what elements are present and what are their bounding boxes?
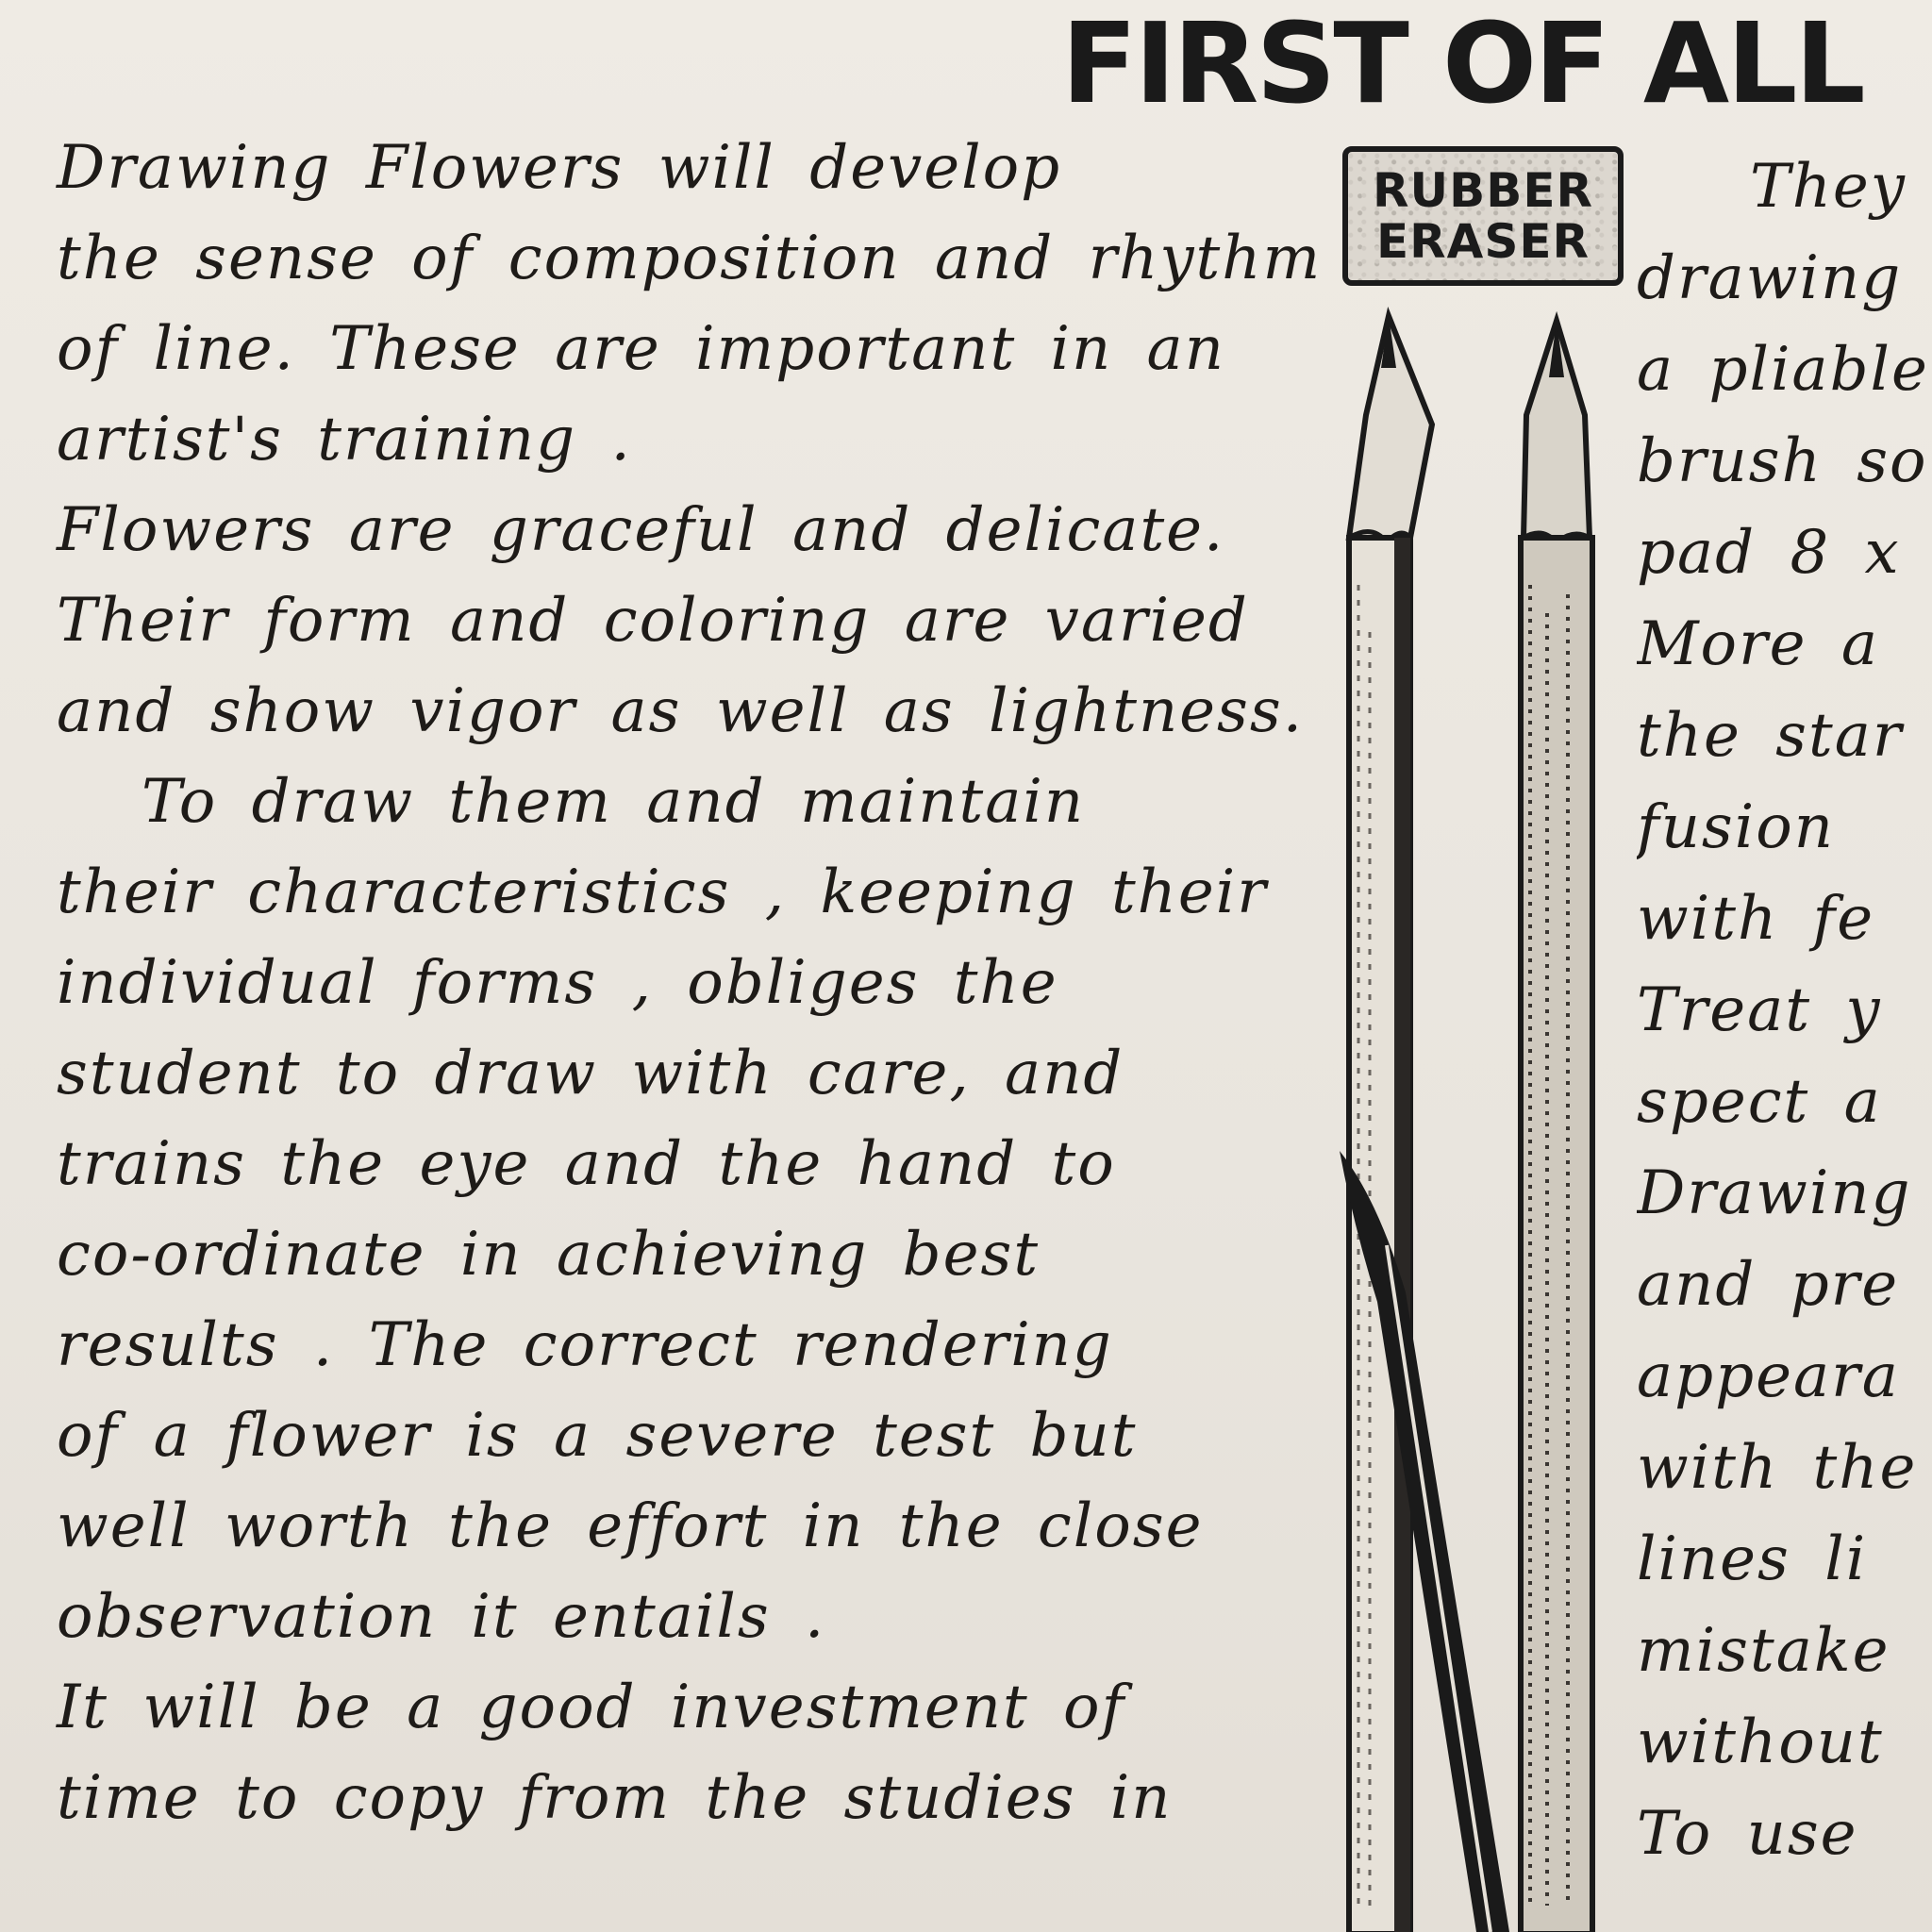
text-line: Their form and coloring are varied [57, 586, 1249, 656]
rubber-eraser-illustration [1342, 146, 1624, 286]
text-line: It will be a good investment of [57, 1673, 1126, 1742]
text-line: brush so [1637, 426, 1928, 496]
text-line: a pliable [1637, 335, 1929, 405]
text-line: Flowers are graceful and delicate. [57, 495, 1225, 565]
text-line: pad 8 x [1637, 518, 1901, 588]
text-line: trains the eye and the hand to [57, 1129, 1116, 1199]
text-line: Drawing [1637, 1158, 1912, 1228]
text-line: results . The correct rendering [57, 1310, 1113, 1380]
text-line: with the [1637, 1433, 1918, 1503]
pencil-left-icon [1349, 316, 1432, 1932]
text-line: the star [1637, 701, 1904, 771]
text-line: student to draw with care, and [57, 1039, 1124, 1108]
text-line: artist's training . [57, 405, 632, 475]
text-line: with fe [1637, 884, 1875, 954]
pencils-illustration [1321, 302, 1632, 1932]
text-line: without [1637, 1707, 1884, 1777]
text-line: To use [1637, 1799, 1858, 1869]
text-line: and pre [1637, 1250, 1900, 1320]
text-line: spect a [1637, 1067, 1882, 1137]
pencil-right-icon [1521, 321, 1592, 1932]
left-text-column [57, 123, 1349, 1843]
text-line: of line. These are important in an [57, 314, 1225, 384]
text-line: and show vigor as well as lightness. [57, 676, 1305, 746]
text-line: Treat y [1637, 975, 1882, 1045]
text-line: their characteristics , keeping their [57, 858, 1268, 927]
text-line: drawing [1637, 243, 1903, 313]
text-line: co-ordinate in achieving best [57, 1220, 1041, 1290]
text-line: time to copy from the studies in [57, 1763, 1173, 1833]
text-line: More a [1637, 609, 1880, 679]
text-line: mistake [1637, 1616, 1890, 1686]
text-line: appeara [1637, 1341, 1900, 1411]
text-line: fusion [1637, 792, 1835, 862]
eraser-label-line1: RUBBER [1373, 163, 1593, 218]
text-line: the sense of composition and rhythm [57, 224, 1323, 293]
text-line: well worth the effort in the close [57, 1491, 1204, 1561]
text-line: of a flower is a severe test but [57, 1401, 1138, 1471]
text-line: lines li [1637, 1524, 1868, 1594]
text-line: They [1750, 152, 1907, 222]
right-text-column [1637, 142, 1932, 1880]
text-line: To draw them and maintain [142, 767, 1086, 837]
page-heading: FIRST OF ALL [1061, 0, 1863, 128]
text-line: individual forms , obliges the [57, 948, 1058, 1018]
text-line: observation it entails . [57, 1582, 826, 1652]
text-line: Drawing Flowers will develop [57, 133, 1062, 203]
eraser-label-line2: ERASER [1375, 214, 1591, 269]
